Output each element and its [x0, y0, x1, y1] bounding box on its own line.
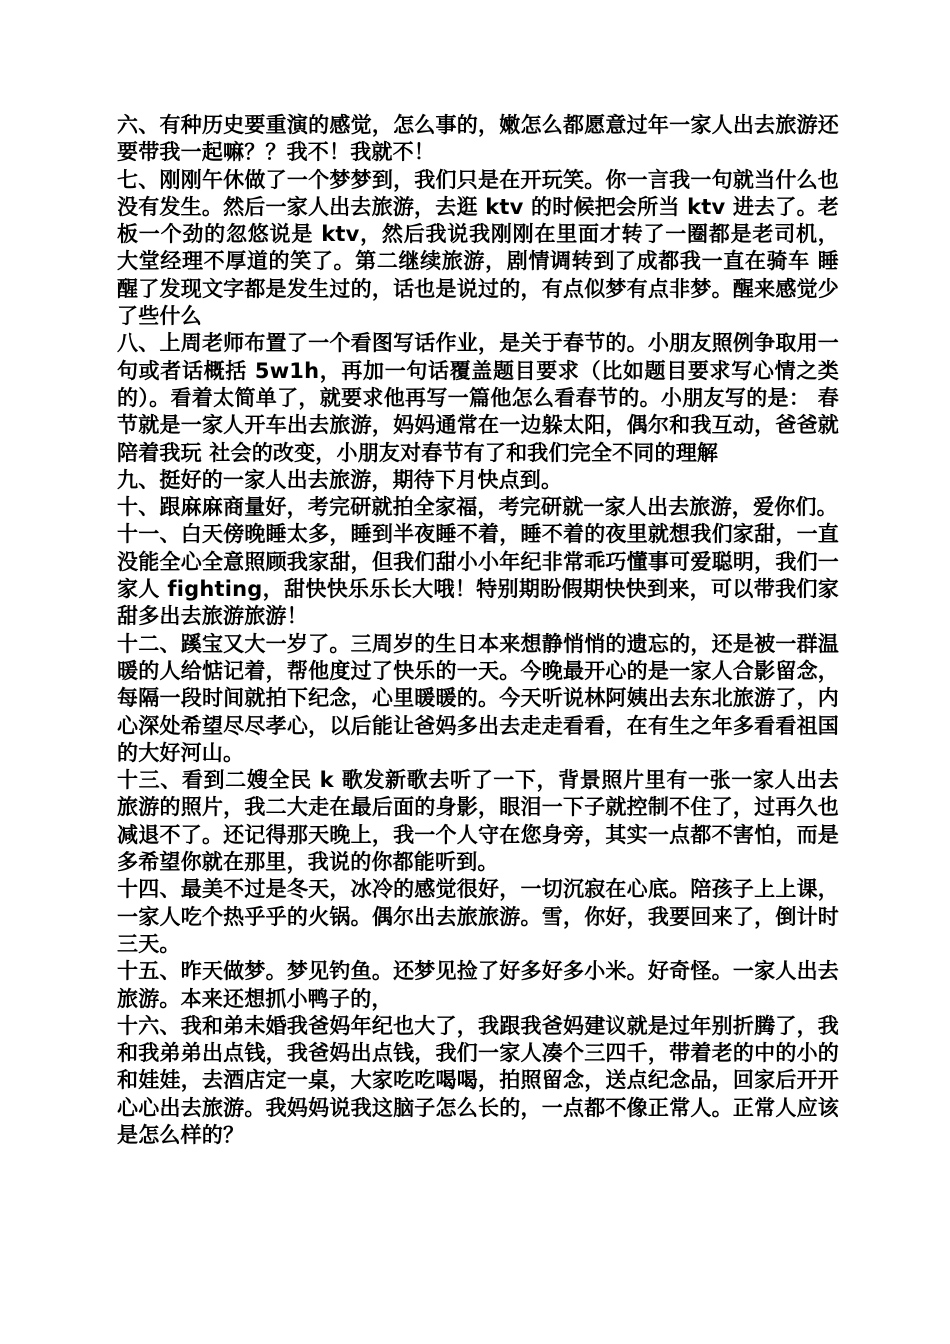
paragraph-10: 十、跟麻麻商量好，考完研就拍全家福，考完研就一家人出去旅游，爱你们。 — [117, 495, 838, 520]
paragraph-9: 九、挺好的一家人出去旅游，期待下月快点到。 — [117, 467, 563, 492]
paragraph-8: 八、上周老师布置了一个看图写话作业，是关于春节的。小朋友照例争取用一句或者话概括 5w1h，再加一句话覆盖题目要求（比如题目要求写心情之类的）。看着太简单了，就要求他再写一篇他怎么看春节的。小朋友写的是： 春节就是一家人开车出去旅游，妈妈通常在一边躲太阳，偶尔和我互动，爸爸就陪着我玩 社会的改变，小朋友对春节有了和我们完全不同的理解 — [117, 331, 839, 465]
paragraph-16: 十六、我和弟未婚我爸妈年纪也大了，我跟我爸妈建议就是过年别折腾了，我和我弟弟出点钱，我爸妈出点钱，我们一家人凑个三四千，带着老的中的小的和娃娃，去酒店定一桌，大家吃吃喝喝，拍照留念，送点纪念品，回家后开开心心出去旅游。我妈妈说我这脑子怎么长的，一点都不像正常人。正常人应该是怎么样的？ — [117, 1013, 839, 1147]
document-body — [117, 112, 839, 1149]
paragraph-11: 十一、白天傍晚睡太多，睡到半夜睡不着，睡不着的夜里就想我们家甜，一直没能全心全意照顾我家甜，但我们甜小小年纪非常乖巧懂事可爱聪明，我们一家人 fighting，甜快快乐乐长大哦！特别期盼假期快快到来，可以带我们家甜多出去旅游旅游！ — [117, 522, 839, 629]
paragraph-13: 十三、看到二嫂全民 k 歌发新歌去听了一下，背景照片里有一张一家人出去旅游的照片，我二大走在最后面的身影，眼泪一下子就控制不住了，过再久也减退不了。还记得那天晚上，我一个人守在您身旁，其实一点都不害怕，而是多希望你就在那里，我说的你都能听到。 — [117, 768, 839, 875]
paragraph-6: 六、有种历史要重演的感觉，怎么事的，嫩怎么都愿意过年一家人出去旅游还要带我一起嘛？？我不！我就不！ — [117, 113, 839, 165]
paragraph-12: 十二、蹊宝又大一岁了。三周岁的生日本来想静悄悄的遗忘的，还是被一群温暖的人给惦记着，帮他度过了快乐的一天。今晚最开心的是一家人合影留念，每隔一段时间就拍下纪念，心里暖暖的。今天听说林阿姨出去东北旅游了，内心深处希望尽尽孝心，以后能让爸妈多出去走走看看，在有生之年多看看祖国的大好河山。 — [117, 631, 839, 765]
paragraph-14: 十四、最美不过是冬天，冰冷的感觉很好，一切沉寂在心底。陪孩子上上课，一家人吃个热乎乎的火锅。偶尔出去旅旅游。雪，你好，我要回来了，倒计时三天。 — [117, 877, 839, 956]
paragraph-15: 十五、昨天做梦。梦见钓鱼。还梦见捡了好多好多小米。好奇怪。一家人出去旅游。本来还想抓小鸭子的， — [117, 959, 839, 1011]
paragraph-7: 七、刚刚午休做了一个梦梦到，我们只是在开玩笑。你一言我一句就当什么也没有发生。然后一家人出去旅游，去逛 ktv 的时候把会所当 ktv 进去了。老板一个劲的忽悠说是 ktv，然后我说我刚刚在里面才转了一圈都是老司机，大堂经理不厚道的笑了。第二继续旅游，剧情调转到了成都我一直在骑车 睡醒了发现文字都是发生过的，话也是说过的，有点似梦有点非梦。醒来感觉少了些什么 — [117, 167, 839, 329]
